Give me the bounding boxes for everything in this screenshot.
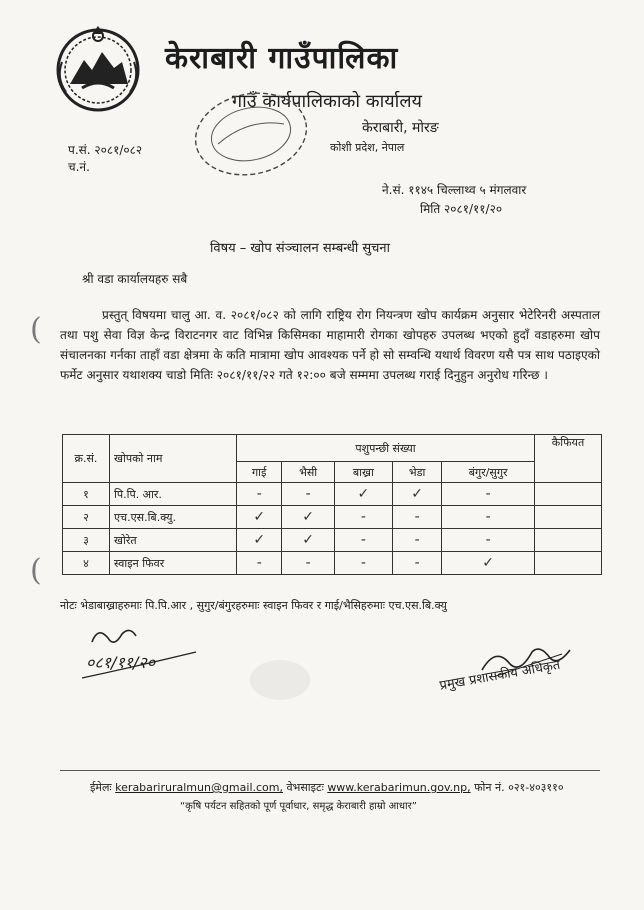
footer-contact (90, 780, 564, 795)
dispatch-number: च.नं. (68, 160, 90, 174)
office-location: केराबारी, मोरङ (362, 120, 439, 136)
row-cell: - (392, 529, 441, 552)
row-cell: - (334, 506, 392, 529)
table-row (63, 506, 602, 529)
row-vaccine-name: एच.एस.बि.क्यु. (110, 506, 237, 529)
row-cell: ✓ (237, 506, 282, 529)
row-remarks (535, 529, 602, 552)
svg-text:०८१/११/२०: ०८१/११/२० (86, 653, 156, 672)
email-label: ईमेलः (90, 781, 112, 794)
row-sn: ४ (63, 552, 110, 575)
header-animal-goat: बाख्रा (334, 462, 392, 483)
letter-body: प्रस्तुत् विषयमा चालु आ. व. २०८१/०८२ को लागि राष्ट्रिय रोग नियन्त्रण खोप कार्यक्रम अनुसार भेटेरिनरी अस्पताल तथा पशु सेवा विज्ञ केन्द्र विराटनगर वाट विभिन्न किसिमका माहामारी रोगका खोपहरु उपलब्ध भएको हुदाँ वडाहरुमा खोप संचालनका गर्नका ताहाँ वडा क्षेत्रमा के कति मात्रामा खोप आवश्यक पर्ने हो सो सम्वन्धि यथार्थ विवरण यसै पत्र साथ पठाइएको फर्मेट अनुसार यथाशक्य चाडो मितिः २०८१/११/२२ गते १२:०० बजे सम्ममा उपलब्ध गराई दिनुहुन अनुरोध गरिन्छ । (60, 308, 600, 382)
office-subtitle: गाउँ कार्यपालिकाको कार्यालय (232, 91, 422, 112)
table-row (63, 483, 602, 506)
row-cell: - (282, 483, 334, 506)
vaccine-requirement-table (62, 434, 602, 575)
row-cell: ✓ (282, 506, 334, 529)
header-animal-buffalo: भैसी (282, 462, 334, 483)
website-link[interactable]: www.kerabarimun.gov.np, (327, 781, 471, 794)
row-cell: - (442, 483, 535, 506)
row-cell: - (442, 506, 535, 529)
municipality-title: केराबारी गाउँपालिका (165, 41, 399, 76)
row-cell: - (334, 552, 392, 575)
letter-date: मिति २०८१/११/२० (420, 202, 503, 216)
row-vaccine-name: स्वाइन फिवर (110, 552, 237, 575)
row-cell: ✓ (282, 529, 334, 552)
footnote: नोटः भेडाबाख्राहरुमाः पि.पि.आर , सुगुर/बंगुरहरुमाः स्वाइन फिवर र गाई/भैसिहरुमाः एच.एस.बि.क्यु (60, 599, 447, 612)
handwritten-signature-date (78, 622, 208, 682)
footer-slogan: “कृषि पर्यटन सहितको पूर्ण पूर्वाधार, समृद्ध केराबारी हाम्रो आधार” (180, 801, 417, 812)
row-cell: - (237, 483, 282, 506)
row-cell: ✓ (442, 552, 535, 575)
row-remarks (535, 506, 602, 529)
margin-mark-top: ( (30, 312, 42, 347)
scan-smudge (250, 660, 310, 700)
row-sn: ३ (63, 529, 110, 552)
letter-subject: विषय – खोप संञ्चालन सम्बन्धी सुचना (210, 241, 390, 256)
footer-divider (60, 770, 600, 771)
header-sn: क्र.सं. (63, 435, 110, 483)
row-cell: ✓ (334, 483, 392, 506)
row-sn: २ (63, 506, 110, 529)
row-cell: - (282, 552, 334, 575)
row-cell: ✓ (237, 529, 282, 552)
row-cell: - (334, 529, 392, 552)
header-remarks: कैफियत (535, 435, 602, 483)
row-vaccine-name: खोरेत (110, 529, 237, 552)
row-sn: १ (63, 483, 110, 506)
phone-number: फोन नं. ०२१-४०३११० (474, 781, 564, 794)
row-cell: - (392, 552, 441, 575)
row-vaccine-name: पि.पि. आर. (110, 483, 237, 506)
nepal-emblem-logo (52, 22, 144, 114)
row-cell: - (442, 529, 535, 552)
row-cell: - (392, 506, 441, 529)
row-remarks (535, 483, 602, 506)
table-row (63, 529, 602, 552)
email-link[interactable]: kerabariruralmun@gmail.com, (115, 781, 283, 794)
office-stamp (188, 88, 314, 180)
header-animal-sheep: भेडा (392, 462, 441, 483)
header-animal-count: पशुपन्छी संख्या (237, 435, 535, 462)
row-remarks (535, 552, 602, 575)
reference-number: प.सं. २०८१/०८२ (68, 143, 143, 157)
header-animal-pig: बंगुर/सुगुर (442, 462, 535, 483)
row-cell: ✓ (392, 483, 441, 506)
website-label: वेभसाइटः (286, 781, 324, 794)
office-province: कोशी प्रदेश, नेपाल (330, 141, 405, 154)
row-cell: - (237, 552, 282, 575)
nepal-sambat-date: ने.सं. ११४५ चिल्लाथ्व ५ मंगलवार (382, 183, 527, 197)
margin-mark-bottom: ( (30, 553, 42, 588)
header-animal-cow: गाई (237, 462, 282, 483)
letter-recipient: श्री वडा कार्यालयहरु सबै (82, 272, 188, 286)
header-vaccine: खोपको नाम (110, 435, 237, 483)
officer-designation: प्रमुख प्रशासकीय अधिकृत (438, 657, 562, 694)
table-row (63, 552, 602, 575)
